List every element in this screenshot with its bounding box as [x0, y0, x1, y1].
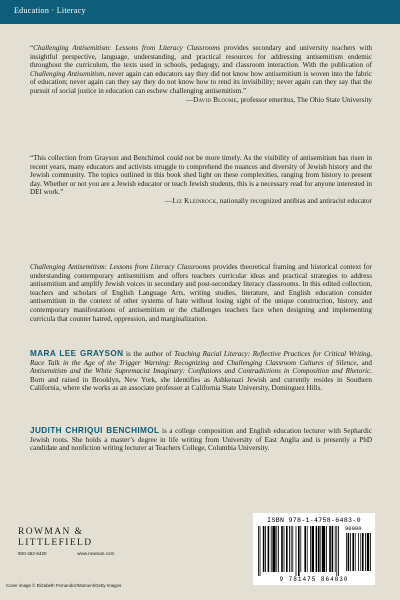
author-name: JUDITH CHRIQUI BENCHIMOL — [30, 426, 160, 435]
barcode-bar — [360, 533, 361, 571]
description-text — [30, 263, 372, 323]
endorsement-body-a: provides secondary and university teachers with insightful perspective, language, understanding, and practical resources for addressing antisemitism endemic throughout the curriculum, the texts used in schools, pedagogy, and classroom interaction. With the publication of — [30, 44, 372, 70]
bio-book-title: Race Talk in the Age of the Trigger Warning: Recognizing and Challenging Classroom Cultures of Silence — [30, 358, 357, 367]
author-bio-benchimol — [30, 427, 372, 453]
barcode-bar — [358, 533, 359, 571]
barcode-bar — [370, 533, 371, 571]
bio-text — [30, 350, 372, 393]
open-quote: “ — [30, 44, 34, 52]
price-barcode — [345, 533, 371, 575]
barcode-bar — [268, 526, 270, 572]
barcode-bar — [322, 526, 325, 572]
endorsement-body-b: , never again can educators say they did not know how antisemitism is woven into the fabric of education; never again can they say they do not know how to rend its invisibility; never again can they say that the pursuit of social justice in education can eschew challenging antisemitism.” — [30, 69, 372, 95]
book-title: Challenging Antisemitism: Lessons from Literacy Classrooms — [30, 263, 211, 271]
publisher-contact — [18, 551, 114, 556]
cover-credit: Cover image © Elizabeth Fernandez/Moment/Getty Images — [6, 583, 122, 588]
barcode-bar — [320, 526, 321, 572]
book-title: Challenging Antisemitism: Lessons from Literacy Classrooms — [33, 44, 221, 52]
barcode-bar — [307, 526, 308, 572]
book-title-short: Challenging Antisemitism — [30, 69, 105, 78]
publisher-website: www.rowman.com — [77, 551, 115, 556]
barcode-bar — [291, 526, 292, 572]
barcode-bar — [265, 526, 266, 572]
barcode-bar — [258, 526, 259, 576]
barcode-bar — [271, 526, 272, 572]
bio-segment: is a college composition and English education lecturer with Sephardic Jewish roots. She holds a master’s degree in life writing from University of East Anglia and is presently a PhD candidate and nonfiction writing lecturer at Teachers College, Columbia University. — [30, 427, 372, 453]
barcode-bar — [326, 526, 327, 572]
barcode-bar — [286, 526, 288, 572]
barcode-bar — [292, 526, 293, 572]
barcode-bar — [289, 526, 290, 572]
barcode-bar — [284, 526, 285, 572]
top-banner — [0, 0, 400, 24]
barcode-bar — [310, 526, 311, 572]
barcode-bar — [272, 526, 275, 572]
endorsement-attribution — [30, 197, 372, 206]
barcode-bar — [355, 533, 356, 571]
endorsement-attribution — [30, 96, 372, 105]
endorsement-text: “This collection from Grayson and Benchimol could not be more timely. As the visibility of antisemitism has risen in recent years, many educators and activists struggle to comprehend the nuances and diversity of Jewish history and the Jewish community. The topics outlined in this book shed light on these complexities, ranging from history to present day. Whether or not you are a Jewish educator or teach Jewish students, this is a necessary read for anyone interested in DEI work.” — [30, 154, 372, 197]
barcode-bar — [263, 526, 265, 572]
ean-digits: 9 781475 864830 — [279, 576, 349, 583]
author-name: MARA LEE GRAYSON — [30, 349, 124, 358]
barcode-bar — [335, 526, 336, 572]
publisher-block — [18, 527, 114, 556]
bio-book-title: Antisemitism and the White Supremacist Imaginary: Conflations and Contradictions in Composition and Rhetoric — [30, 367, 371, 376]
publisher-logo — [18, 527, 114, 549]
endorsement-kleinrock — [30, 154, 372, 206]
author-bio-grayson — [30, 350, 372, 393]
endorser-name: —Liz Kleinrock — [165, 197, 217, 206]
barcode-bar — [338, 526, 339, 576]
endorser-name: —David Bloome — [185, 95, 237, 104]
barcode-bar — [350, 533, 351, 571]
barcode-bar — [329, 526, 331, 572]
bio-segment: , — [370, 350, 372, 358]
bio-segment: . Born and raised in Brooklyn, New York, she identifies as Ashkenazi Jewish and currently resides in Southern California, where she works as an associate professor at California State University, Dominguez Hills. — [30, 367, 372, 393]
barcode-bar — [336, 526, 337, 576]
barcode-bar — [312, 526, 314, 572]
logo-line-2: LITTLEFIELD — [18, 538, 93, 548]
logo-line-1: ROWMAN & — [18, 527, 84, 537]
barcode-bar — [300, 526, 301, 572]
barcode-bar — [348, 533, 350, 571]
barcode-bar — [281, 526, 283, 572]
endorsement-text — [30, 44, 372, 95]
barcode-bar — [278, 526, 279, 572]
category-label: Education · Literacy — [14, 6, 86, 15]
endorsement-bloome — [30, 44, 372, 104]
bio-segment: , and — [356, 358, 372, 367]
barcode-bar — [260, 526, 261, 576]
barcode-bar — [367, 533, 369, 571]
barcode-bar — [298, 526, 300, 576]
description-body: provides theoretical framing and historical context for understanding contemporary antisemitism and offers teachers curricular ideas and practical strategies to address antisemitism and amplify Jewish voices in secondary and post-secondary literacy classrooms. In this edited collection, teachers and scholars of English Language Arts, writing studies, literature, and English education consider antisemitism in the context of other systems of hate without losing sight of the unique construction, history, and contemporary manifestations of antisemitism or the challenges teachers face when designing and implementing curricula that counter hatred, oppression, and marginalization. — [30, 263, 372, 323]
barcode-bar — [346, 533, 347, 571]
publisher-phone: 800-462-6420 — [18, 551, 47, 556]
barcode-bar — [318, 526, 320, 572]
barcode-bar — [296, 526, 297, 576]
bio-segment: is the author of — [123, 350, 175, 358]
endorser-role: , professor emeritus, The Ohio State University — [236, 95, 372, 104]
book-description — [30, 263, 372, 323]
price-code: 90000 — [345, 525, 362, 532]
barcode-bar — [332, 526, 334, 572]
barcode-panel — [253, 513, 375, 585]
barcode-bar — [304, 526, 306, 572]
bio-book-title: Teaching Racial Literacy: Reflective Practices for Critical Writing — [174, 350, 371, 358]
ean-barcode — [257, 526, 343, 576]
endorser-role: , nationally recognized antibias and antiracist educator — [216, 197, 372, 206]
bio-text — [30, 427, 372, 453]
isbn-text: ISBN 978-1-4758-6483-0 — [267, 517, 361, 524]
barcode-bar — [362, 533, 364, 571]
barcode-bar — [316, 526, 318, 572]
barcode-bar — [365, 533, 366, 571]
barcode-bar — [276, 526, 277, 572]
barcode-bar — [352, 533, 354, 571]
